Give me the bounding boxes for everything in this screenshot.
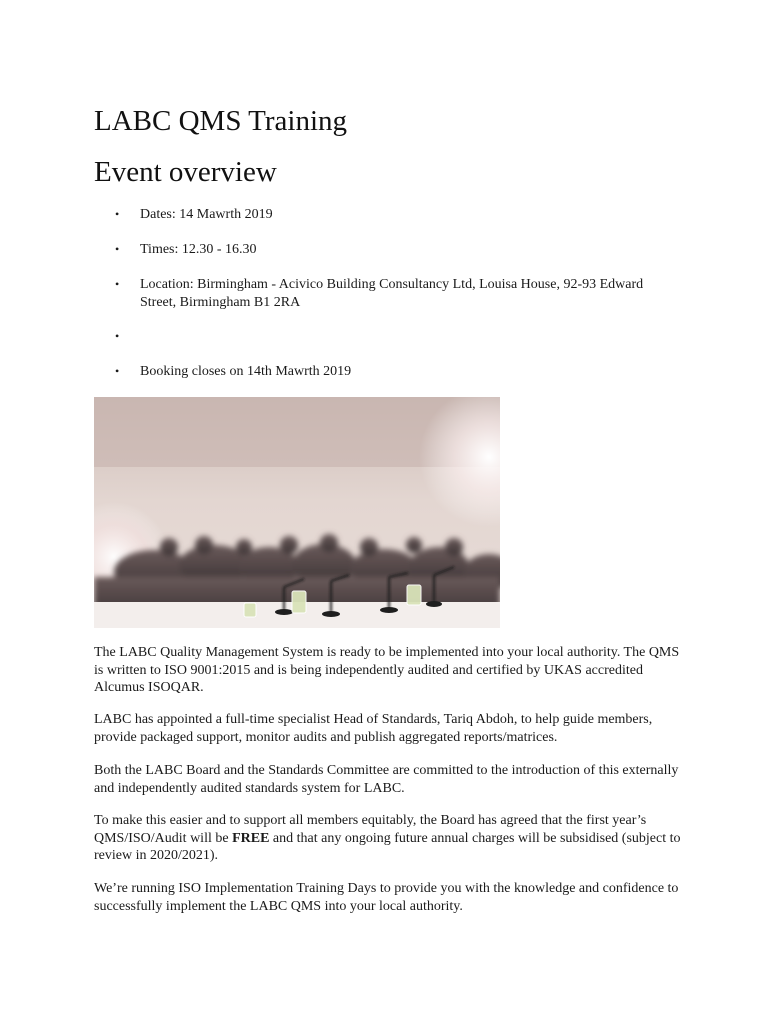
list-item-text: Times: 12.30 - 16.30 xyxy=(140,242,257,257)
paragraph-text: and that any ongoing future annual charges will be subsidised (subject to review in 2020/2021). xyxy=(94,830,681,863)
paragraph-free-offer xyxy=(94,812,684,865)
bullet-icon: • xyxy=(115,242,120,256)
paragraph-board-commitment: Both the LABC Board and the Standards Committee are committed to the introduction of this externally and independently audited standards system for LABC. xyxy=(94,763,679,796)
paragraph-training-days: We’re running ISO Implementation Training Days to provide you with the knowledge and confidence to successfully implement the LABC QMS into your local authority. xyxy=(94,881,679,914)
page-title: LABC QMS Training xyxy=(94,105,348,137)
bullet-icon: • xyxy=(115,329,120,343)
list-item-booking xyxy=(115,363,660,381)
list-item-location xyxy=(115,276,660,311)
bullet-icon: • xyxy=(115,364,120,378)
list-item-text: Location: Birmingham - Acivico Building Consultancy Ltd, Louisa House, 92-93 Edward Street, Birmingham B1 2RA xyxy=(140,277,644,310)
paragraph-text: To make this easier and to support all members equitably, the Board has agreed that the first year’s QMS/ISO/Audit will be xyxy=(94,813,647,846)
paragraph-intro: The LABC Quality Management System is ready to be implemented into your local authority. The QMS is written to ISO 9001:2015 and is being independently audited and certified by UKAS accredited Alcumus ISOQAR. xyxy=(94,645,680,695)
conference-photo xyxy=(94,397,500,628)
free-emphasis: FREE xyxy=(232,830,270,846)
list-item-text: Booking closes on 14th Mawrth 2019 xyxy=(140,364,352,379)
bullet-icon: • xyxy=(115,277,120,291)
list-item-text: Dates: 14 Mawrth 2019 xyxy=(140,207,273,222)
list-item-times xyxy=(115,241,660,259)
list-item-dates xyxy=(115,206,660,224)
section-heading: Event overview xyxy=(94,156,277,188)
paragraph-head-of-standards: LABC has appointed a full-time specialist Head of Standards, Tariq Abdoh, to help guide members, provide packaged support, monitor audits and publish aggregated reports/matrices. xyxy=(94,712,653,745)
bullet-icon: • xyxy=(115,207,120,221)
